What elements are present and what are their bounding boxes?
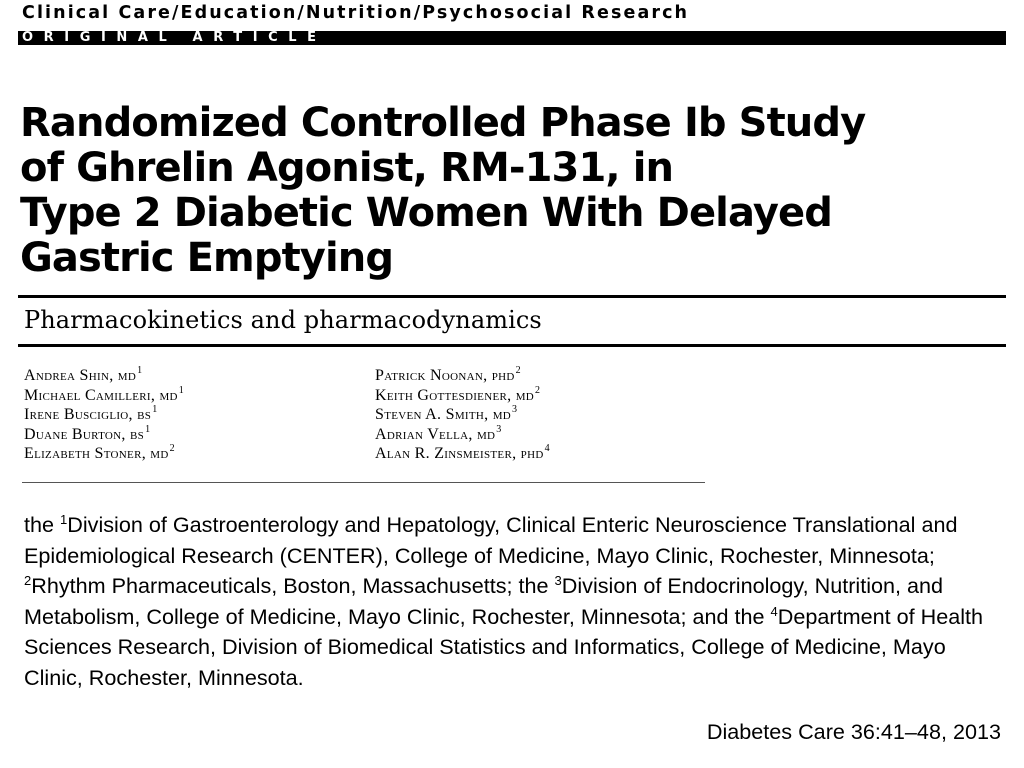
title-line: Gastric Emptying xyxy=(20,235,394,281)
subtitle-divider xyxy=(18,344,1006,347)
author-affiliation-mark: 3 xyxy=(496,423,502,435)
title-divider xyxy=(18,295,1006,298)
author-affiliation-mark: 1 xyxy=(145,423,151,435)
author-item xyxy=(24,386,184,406)
article-subtitle: Pharmacokinetics and pharmacodynamics xyxy=(24,306,542,334)
affiliation-mark: 4 xyxy=(770,603,778,619)
affiliation-text: Division of Gastroenterology and Hepatology, Clinical Enteric Neuroscience Translational and Epidemiological Research (CENTER), College of Medicine, Mayo Clinic, Rochester, Minnesota; xyxy=(24,512,958,568)
author-affiliation-mark: 1 xyxy=(178,384,185,396)
author-name: Elizabeth Stoner, md xyxy=(24,445,169,462)
author-list-left xyxy=(24,366,184,464)
author-item xyxy=(24,405,184,425)
affiliations-paragraph xyxy=(24,510,1009,693)
article-title xyxy=(20,101,865,281)
title-line: of Ghrelin Agonist, RM-131, in xyxy=(20,145,674,191)
affiliation-prefix: the xyxy=(24,512,61,537)
author-name: Michael Camilleri, md xyxy=(24,386,178,404)
author-affiliation-mark: 1 xyxy=(137,365,143,376)
author-name: Andrea Shin, md xyxy=(24,367,137,384)
author-affiliation-mark: 2 xyxy=(169,443,175,454)
title-line: Randomized Controlled Phase Ib Study xyxy=(20,100,866,146)
author-affiliation-mark: 2 xyxy=(515,365,521,376)
author-name: Alan R. Zinsmeister, phd xyxy=(375,445,544,462)
article-type-bar xyxy=(18,31,1006,45)
affiliation-text: Rhythm Pharmaceuticals, Boston, Massachusetts; the xyxy=(31,573,555,598)
journal-section-header: Clinical Care/Education/Nutrition/Psychosocial Research xyxy=(22,3,690,23)
author-item xyxy=(375,425,550,445)
affiliation-text: Department of Health Sciences Research, Division of Biomedical Statistics and Informatics, College of Medicine, Mayo Clinic, Rochester, Minnesota. xyxy=(24,603,984,690)
author-item xyxy=(375,405,550,425)
article-type-label: ORIGINAL ARTICLE xyxy=(22,30,327,45)
author-item xyxy=(375,366,550,386)
author-item xyxy=(24,425,184,445)
author-affiliation-mark: 3 xyxy=(512,404,518,415)
author-name: Duane Burton, bs xyxy=(24,425,145,443)
author-affiliation-mark: 4 xyxy=(544,443,550,454)
affiliation-mark: 2 xyxy=(24,573,32,588)
author-name: Patrick Noonan, phd xyxy=(375,367,515,384)
affiliation-mark: 3 xyxy=(554,573,562,588)
author-name: Keith Gottesdiener, md xyxy=(375,386,535,404)
title-line: Type 2 Diabetic Women With Delayed xyxy=(20,190,832,236)
author-item xyxy=(375,386,550,406)
author-item xyxy=(24,444,184,464)
author-name: Irene Busciglio, bs xyxy=(24,406,152,423)
author-divider xyxy=(22,482,705,483)
author-affiliation-mark: 1 xyxy=(152,404,158,415)
affiliation-mark: 1 xyxy=(60,512,68,527)
affiliation-text: Division of Endocrinology, Nutrition, and Metabolism, College of Medicine, Mayo Clinic, Rochester, Minnesota; and the xyxy=(24,573,944,629)
author-affiliation-mark: 2 xyxy=(535,384,541,396)
author-item xyxy=(375,444,550,464)
author-name: Steven A. Smith, md xyxy=(375,406,512,423)
journal-citation: Diabetes Care 36:41–48, 2013 xyxy=(706,719,1001,744)
author-name: Adrian Vella, md xyxy=(375,425,496,443)
author-list-right xyxy=(375,366,550,464)
author-item xyxy=(24,366,184,386)
